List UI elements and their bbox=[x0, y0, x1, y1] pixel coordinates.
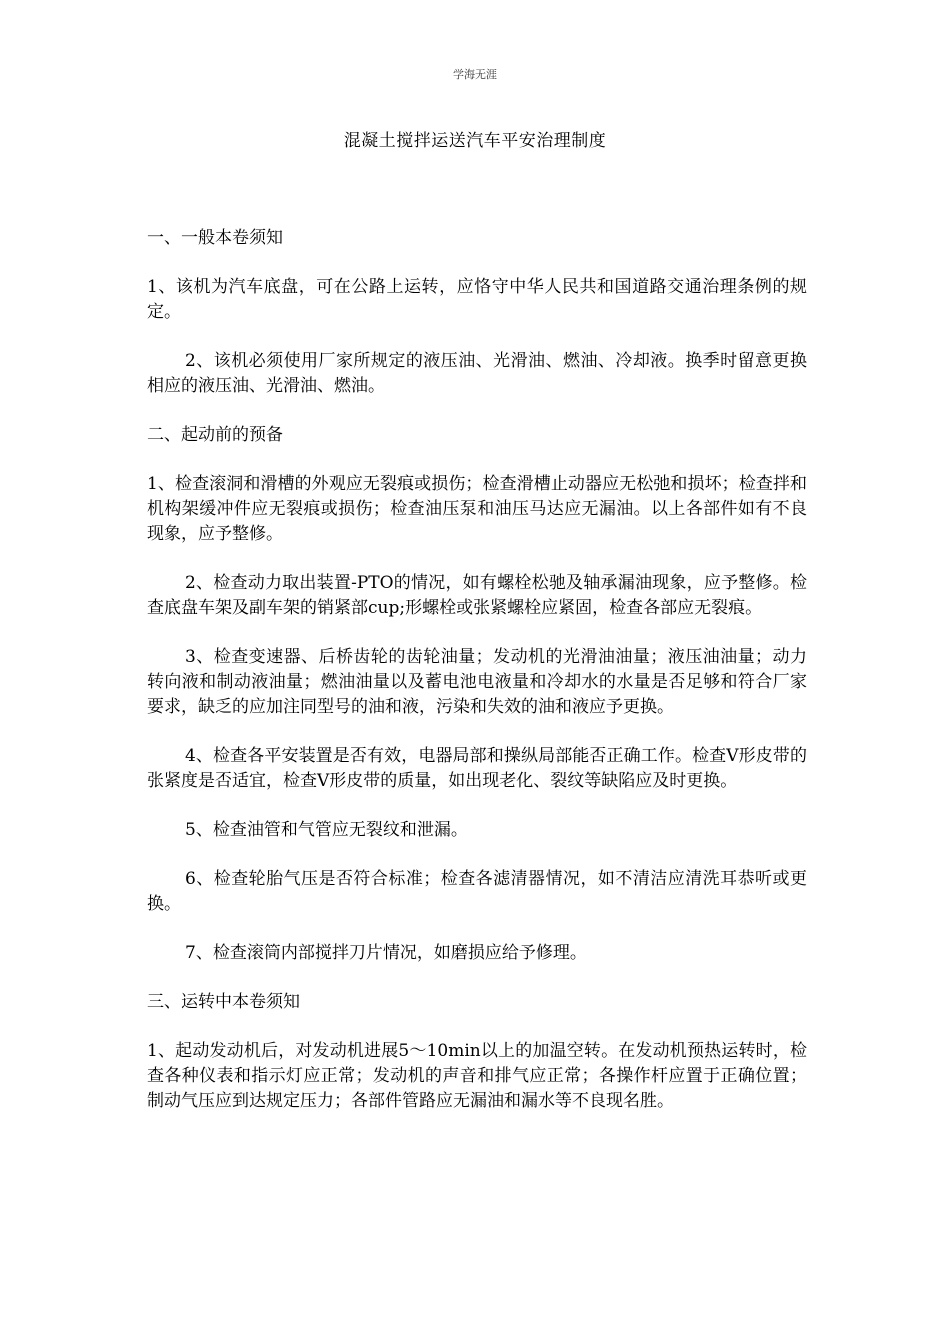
section-heading: 一、一般本卷须知 bbox=[147, 228, 283, 248]
section-heading: 三、运转中本卷须知 bbox=[147, 992, 300, 1012]
document-title: 混凝土搅拌运送汽车平安治理制度 bbox=[343, 131, 607, 151]
paragraph: 2、该机必须使用厂家所规定的液压油、光滑油、燃油、冷却液。换季时留意更换相应的液压油、光滑油、燃油。 bbox=[147, 351, 807, 396]
paragraph: 7、检查滚筒内部搅拌刀片情况，如磨损应给予修理。 bbox=[185, 943, 587, 963]
paragraph: 1、该机为汽车底盘，可在公路上运转，应恪守中华人民共和国道路交通治理条例的规定。 bbox=[147, 277, 807, 322]
document-body bbox=[147, 226, 807, 1138]
paragraph: 2、检查动力取出装置-PTO的情况，如有螺栓松驰及轴承漏油现象，应予整修。检查底盘车架及副车架的销紧部cup;形螺栓或张紧螺栓应紧固，检查各部应无裂痕。 bbox=[147, 573, 807, 618]
paragraph: 3、检查变速器、后桥齿轮的齿轮油量；发动机的光滑油油量；液压油油量；动力转向液和制动液油量；燃油油量以及蓄电池电液量和冷却水的水量是否足够和符合厂家要求，缺乏的应加注同型号的油和液，污染和失效的油和液应予更换。 bbox=[147, 647, 807, 717]
section-heading: 二、起动前的预备 bbox=[147, 425, 283, 445]
paragraph: 5、检查油管和气管应无裂纹和泄漏。 bbox=[185, 820, 468, 840]
page-header: 学海无涯 bbox=[453, 68, 497, 81]
paragraph: 6、检查轮胎气压是否符合标准；检查各滤清器情况，如不清洁应清洗耳恭听或更换。 bbox=[147, 869, 807, 914]
paragraph: 4、检查各平安装置是否有效，电器局部和操纵局部能否正确工作。检查V形皮带的张紧度是否适宜，检查V形皮带的质量，如出现老化、裂纹等缺陷应及时更换。 bbox=[147, 746, 807, 791]
paragraph: 1、检查滚洞和滑槽的外观应无裂痕或损伤；检查滑槽止动器应无松弛和损坏；检查拌和机构架缓冲件应无裂痕或损伤；检查油压泵和油压马达应无漏油。以上各部件如有不良现象，应予整修。 bbox=[147, 474, 807, 544]
paragraph: 1、起动发动机后，对发动机进展5～10min以上的加温空转。在发动机预热运转时，检查各种仪表和指示灯应正常；发动机的声音和排气应正常；各操作杆应置于正确位置；制动气压应到达规定压力；各部件管路应无漏油和漏水等不良现名胜。 bbox=[147, 1041, 807, 1111]
